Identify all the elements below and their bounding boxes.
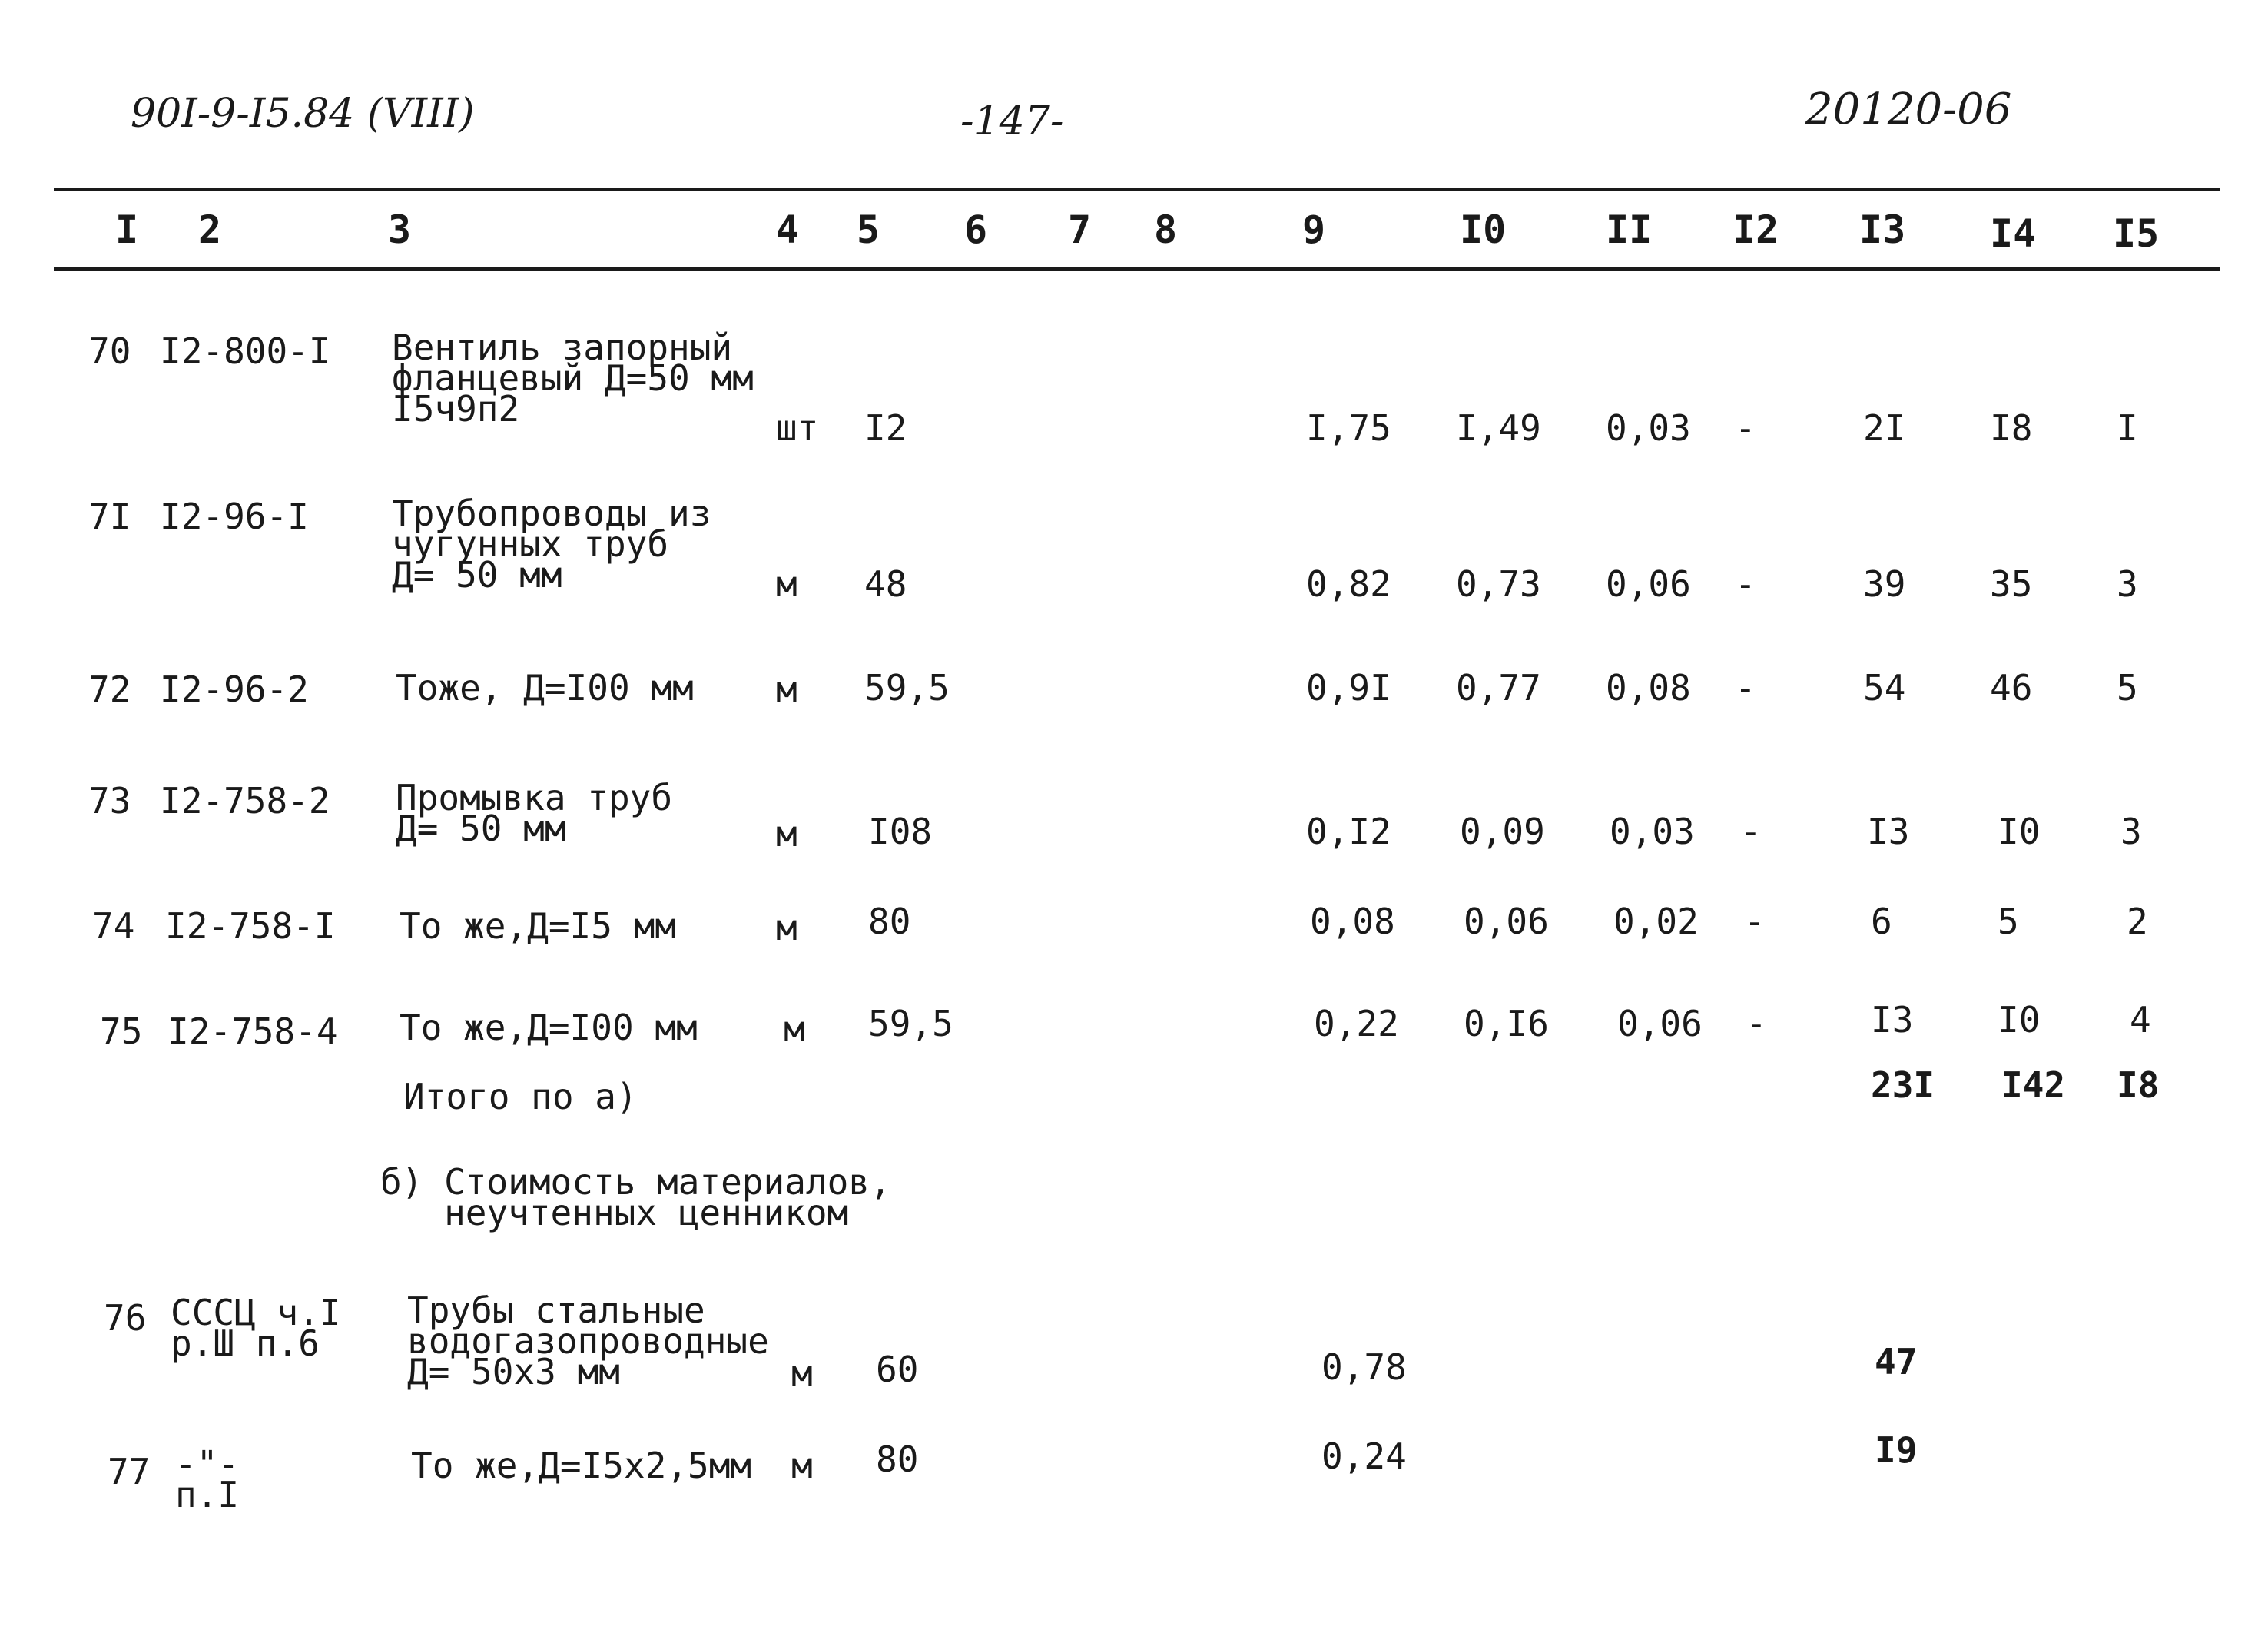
row-col15: 3 bbox=[2117, 563, 2138, 605]
row-quantity: 48 bbox=[864, 563, 907, 605]
row-col11: 0,08 bbox=[1606, 667, 1691, 709]
row-description: Промывка труб Д= 50 мм bbox=[396, 777, 673, 849]
row-col12: - bbox=[1744, 901, 1766, 942]
row-col12: - bbox=[1740, 811, 1762, 852]
col-header-13: I3 bbox=[1859, 207, 1906, 252]
row-col11: 0,06 bbox=[1606, 563, 1691, 605]
row-col9: 0,78 bbox=[1321, 1346, 1407, 1388]
row-col13: 47 bbox=[1875, 1341, 1918, 1382]
row-col10: 0,I6 bbox=[1464, 1003, 1549, 1044]
col-header-14: I4 bbox=[1990, 211, 2037, 256]
row-description: Трубопроводы из чугунных труб Д= 50 мм bbox=[392, 493, 711, 596]
row-col15: 2 bbox=[2127, 901, 2148, 942]
row-unit: шт bbox=[776, 407, 819, 449]
row-description: Тоже, Д=I00 мм bbox=[396, 667, 694, 709]
col-header-8: 8 bbox=[1154, 207, 1178, 252]
row-col11: 0,03 bbox=[1606, 407, 1691, 449]
col-header-3: 3 bbox=[388, 207, 412, 252]
col-header-1: I bbox=[115, 207, 139, 252]
row-col14: I0 bbox=[1998, 811, 2041, 852]
row-unit: м bbox=[776, 907, 797, 948]
row-col13: 54 bbox=[1863, 667, 1906, 709]
section-title: б) Стоимость материалов, неучтенных ценником bbox=[380, 1161, 891, 1233]
subtotal-label: Итого по а) bbox=[403, 1076, 638, 1117]
row-col9: 0,08 bbox=[1310, 901, 1395, 942]
row-col10: I,49 bbox=[1456, 407, 1541, 449]
header-bottom-rule bbox=[54, 267, 2220, 271]
row-col12: - bbox=[1735, 407, 1756, 449]
row-number: 75 bbox=[100, 1011, 143, 1052]
page-number: -147- bbox=[960, 98, 1064, 144]
row-code: СССЦ ч.I р.Ш п.6 bbox=[171, 1292, 341, 1364]
row-col14: I0 bbox=[1998, 999, 2041, 1041]
col-header-4: 4 bbox=[776, 207, 800, 252]
col-header-12: I2 bbox=[1732, 207, 1779, 252]
col-header-11: II bbox=[1606, 207, 1653, 252]
col-header-6: 6 bbox=[964, 207, 988, 252]
row-number: 70 bbox=[88, 330, 131, 372]
row-col13: I3 bbox=[1867, 811, 1910, 852]
row-quantity: I2 bbox=[864, 407, 907, 449]
row-col11: 0,02 bbox=[1613, 901, 1699, 942]
row-unit: м bbox=[776, 563, 797, 605]
subtotal-col15: I8 bbox=[2117, 1064, 2160, 1106]
row-quantity: 80 bbox=[876, 1439, 919, 1480]
col-header-7: 7 bbox=[1068, 207, 1092, 252]
row-quantity: I08 bbox=[868, 811, 933, 852]
row-description: То же,Д=I5 мм bbox=[400, 905, 677, 947]
row-col15: I bbox=[2117, 407, 2138, 449]
col-header-15: I5 bbox=[2113, 211, 2160, 256]
row-col10: 0,73 bbox=[1456, 563, 1541, 605]
row-col12: - bbox=[1735, 563, 1756, 605]
row-col10: 0,06 bbox=[1464, 901, 1549, 942]
row-col9: 0,24 bbox=[1321, 1436, 1407, 1477]
row-col10: 0,77 bbox=[1456, 667, 1541, 709]
row-col9: I,75 bbox=[1306, 407, 1391, 449]
col-header-5: 5 bbox=[857, 207, 880, 252]
row-description: То же,Д=I5х2,5мм bbox=[411, 1445, 752, 1486]
row-quantity: 59,5 bbox=[868, 1003, 953, 1044]
album-code: 20120-06 bbox=[1805, 85, 2012, 134]
row-unit: м bbox=[776, 813, 797, 855]
row-number: 74 bbox=[92, 905, 135, 947]
row-col10: 0,09 bbox=[1460, 811, 1545, 852]
row-description: Вентиль запорный фланцевый Д=50 мм I5ч9п2 bbox=[392, 327, 754, 430]
row-col14: I8 bbox=[1990, 407, 2033, 449]
col-header-2: 2 bbox=[198, 207, 222, 252]
row-code: I2-96-I bbox=[160, 496, 309, 537]
col-header-9: 9 bbox=[1302, 207, 1326, 252]
row-col13: 6 bbox=[1871, 901, 1892, 942]
row-number: 76 bbox=[104, 1297, 147, 1339]
row-col13: I3 bbox=[1871, 999, 1914, 1041]
row-col14: 35 bbox=[1990, 563, 2033, 605]
row-col9: 0,9I bbox=[1306, 667, 1391, 709]
row-unit: м bbox=[791, 1353, 813, 1394]
row-col14: 46 bbox=[1990, 667, 2033, 709]
row-col9: 0,82 bbox=[1306, 563, 1391, 605]
row-col12: - bbox=[1746, 1003, 1767, 1044]
row-col14: 5 bbox=[1998, 901, 2019, 942]
row-number: 72 bbox=[88, 669, 131, 710]
row-unit: м bbox=[784, 1008, 805, 1050]
row-col15: 4 bbox=[2130, 999, 2151, 1041]
row-unit: м bbox=[776, 669, 797, 710]
row-code: I2-96-2 bbox=[160, 669, 309, 710]
row-quantity: 59,5 bbox=[864, 667, 950, 709]
col-header-10: I0 bbox=[1460, 207, 1507, 252]
row-col11: 0,06 bbox=[1617, 1003, 1703, 1044]
row-number: 7I bbox=[88, 496, 131, 537]
subtotal-col14: I42 bbox=[2001, 1064, 2066, 1106]
row-col13: 2I bbox=[1863, 407, 1906, 449]
row-col15: 5 bbox=[2117, 667, 2138, 709]
row-col12: - bbox=[1735, 667, 1756, 709]
row-code: I2-758-I bbox=[165, 905, 336, 947]
row-code: I2-758-4 bbox=[167, 1011, 338, 1052]
row-quantity: 80 bbox=[868, 901, 911, 942]
row-description: Трубы стальные водогазопроводные Д= 50х3 мм bbox=[407, 1289, 769, 1392]
header-top-rule bbox=[54, 188, 2220, 191]
subtotal-col13: 23I bbox=[1871, 1064, 1935, 1106]
row-col15: 3 bbox=[2120, 811, 2142, 852]
row-code: -"- п.I bbox=[175, 1443, 240, 1515]
document-code: 90I-9-I5.84 (VIII) bbox=[131, 91, 475, 137]
row-col13: 39 bbox=[1863, 563, 1906, 605]
row-unit: м bbox=[791, 1445, 813, 1486]
row-number: 73 bbox=[88, 780, 131, 821]
row-quantity: 60 bbox=[876, 1349, 919, 1390]
row-col9: 0,I2 bbox=[1306, 811, 1391, 852]
row-col11: 0,03 bbox=[1610, 811, 1695, 852]
row-col9: 0,22 bbox=[1314, 1003, 1399, 1044]
row-description: То же,Д=I00 мм bbox=[400, 1007, 698, 1048]
row-code: I2-800-I bbox=[160, 330, 330, 372]
row-code: I2-758-2 bbox=[160, 780, 330, 821]
row-col13: I9 bbox=[1875, 1429, 1918, 1471]
row-number: 77 bbox=[108, 1451, 151, 1492]
